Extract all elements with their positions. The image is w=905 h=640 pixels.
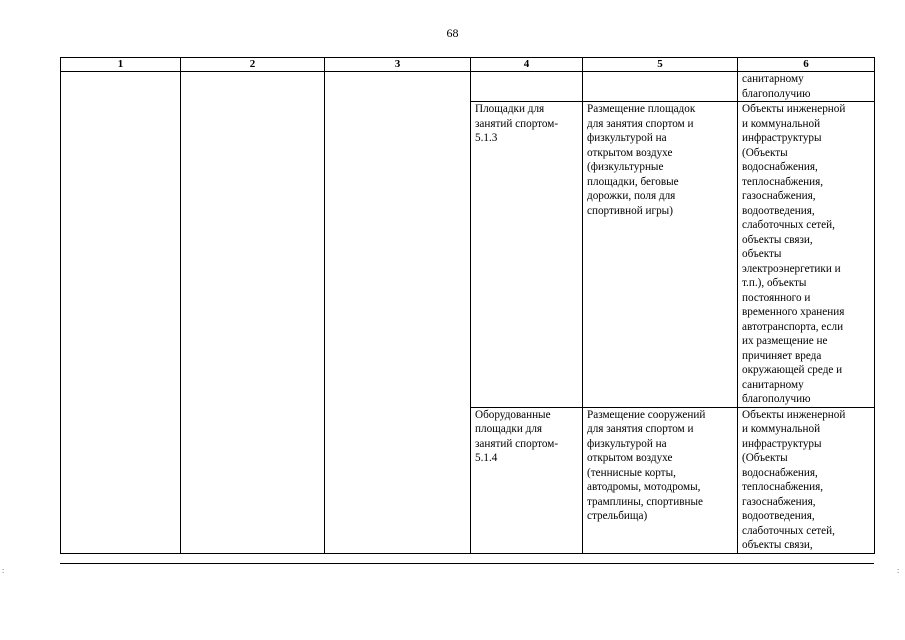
header-row [61, 58, 875, 72]
table-row-continuation [61, 72, 875, 102]
cell-auxiliary-uses: Объекты инженерной и коммунальной инфраструктуры (Объекты водоснабжения, теплоснабжения, газоснабжения, водоотведения, слаботочных сетей, объекты связи, [738, 407, 875, 553]
cell-type-name: Площадки для занятий спортом- 5.1.3 [471, 102, 583, 408]
column-header-1: 1 [61, 58, 181, 72]
column-header-3: 3 [325, 58, 471, 72]
column-header-6: 6 [738, 58, 875, 72]
scan-margin-mark-right: : [897, 566, 900, 575]
cell-type-description: Размещение сооружений для занятия спортом и физкультурой на открытом воздухе (теннисные корты, автодромы, мотодромы, трамплины, спортивные стрельбища) [583, 407, 738, 553]
cell-col3-empty [325, 72, 471, 554]
land-use-table [60, 57, 875, 554]
cell-col5-continuation [583, 72, 738, 102]
scan-margin-mark-left: : [2, 566, 5, 575]
cell-col1-empty [61, 72, 181, 554]
cell-col6-continuation: санитарному благополучию [738, 72, 875, 102]
page-number: 68 [446, 26, 459, 40]
cell-type-description: Размещение площадок для занятия спортом и физкультурой на открытом воздухе (физкультурные площадки, беговые дорожки, поля для спортивной игры) [583, 102, 738, 408]
cell-auxiliary-uses: Объекты инженерной и коммунальной инфраструктуры (Объекты водоснабжения, теплоснабжения, газоснабжения, водоотведения, слаботочных сетей, объекты связи, объекты электроэнергетики и т.п.), объекты постоянного и временного хранения автотранспорта, если их размещение не причиняет вреда окружающей среде и санитарному благополучию [738, 102, 875, 408]
column-header-2: 2 [181, 58, 325, 72]
column-header-5: 5 [583, 58, 738, 72]
cell-col2-empty [181, 72, 325, 554]
column-header-4: 4 [471, 58, 583, 72]
table-bottom-edge [60, 563, 874, 564]
cell-col4-continuation [471, 72, 583, 102]
cell-type-name: Оборудованные площадки для занятий спортом- 5.1.4 [471, 407, 583, 553]
